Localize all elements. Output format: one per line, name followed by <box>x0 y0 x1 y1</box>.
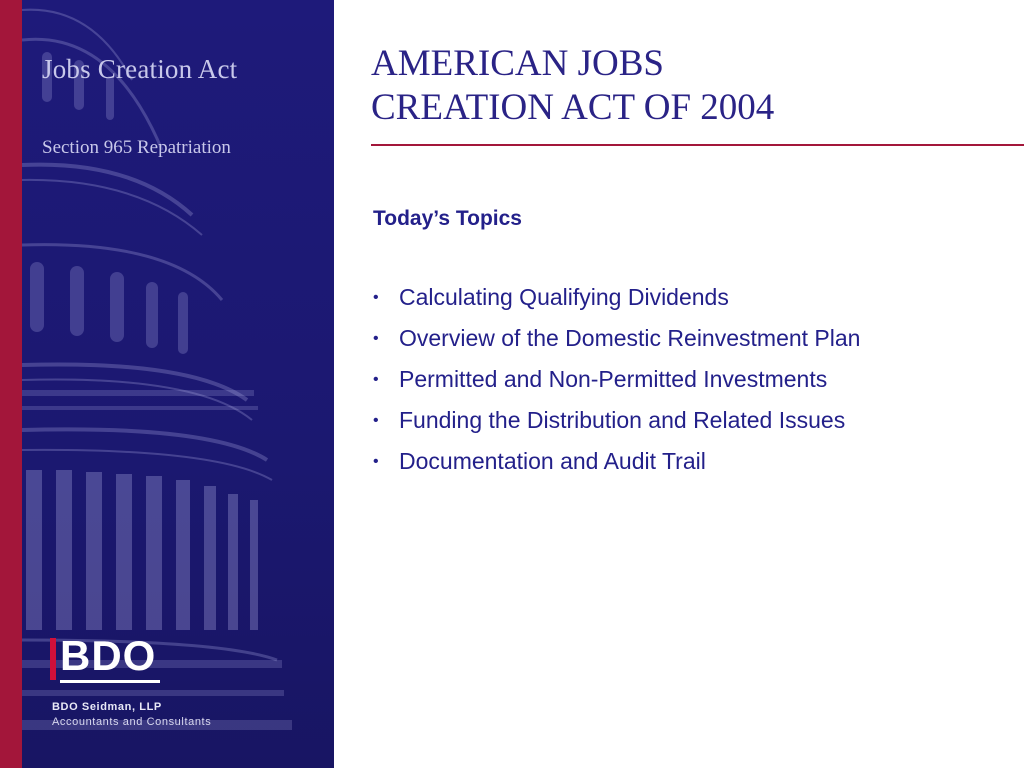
topic-text: Permitted and Non-Permitted Investments <box>399 366 828 392</box>
bullet-dot-icon: • <box>373 412 379 429</box>
slide-title-line-2: CREATION ACT OF 2004 <box>371 87 775 128</box>
logo-accent-bar <box>50 638 56 680</box>
list-item <box>373 448 860 489</box>
left-accent-strip <box>0 0 22 768</box>
firm-name: BDO Seidman, LLP <box>52 701 162 713</box>
slide-title-line-1: AMERICAN JOBS <box>371 43 664 84</box>
firm-tagline: Accountants and Consultants <box>52 716 212 728</box>
topic-text: Calculating Qualifying Dividends <box>399 284 729 310</box>
topic-text: Overview of the Domestic Reinvestment Plan <box>399 325 861 351</box>
bullet-dot-icon: • <box>373 330 379 347</box>
sidebar-panel <box>22 0 334 768</box>
logo-underline <box>60 680 160 683</box>
bullet-dot-icon: • <box>373 453 379 470</box>
bullet-dot-icon: • <box>373 289 379 306</box>
list-item <box>373 407 860 448</box>
title-divider <box>371 144 1024 146</box>
topic-text: Documentation and Audit Trail <box>399 448 706 474</box>
list-item <box>373 366 860 407</box>
topics-list <box>373 284 860 489</box>
sidebar-subtitle: Section 965 Repatriation <box>42 137 231 158</box>
bdo-logo <box>50 632 162 684</box>
topics-heading: Today’s Topics <box>373 207 522 230</box>
logo-text: BDO <box>60 632 157 679</box>
list-item <box>373 284 860 325</box>
sidebar-title: Jobs Creation Act <box>42 54 238 84</box>
topic-text: Funding the Distribution and Related Issues <box>399 407 846 433</box>
slide-title <box>371 42 1011 130</box>
list-item <box>373 325 860 366</box>
bullet-dot-icon: • <box>373 371 379 388</box>
